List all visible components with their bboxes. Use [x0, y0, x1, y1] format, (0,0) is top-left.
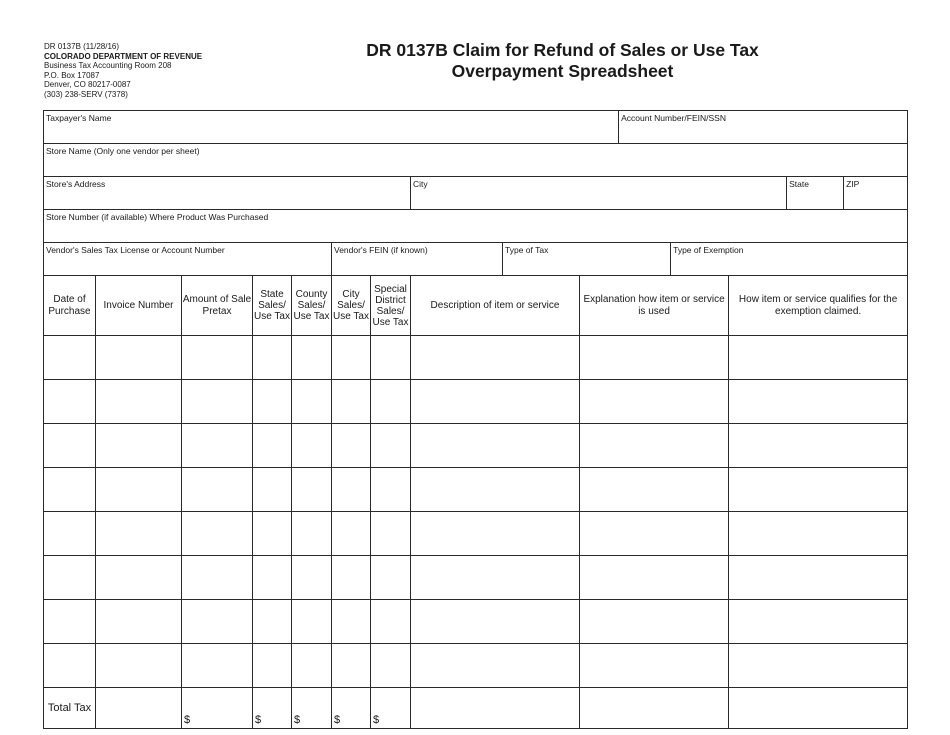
phone-number: (303) 238-SERV (7378)	[44, 89, 128, 99]
address-line-1: Business Tax Accounting Room 208	[44, 61, 172, 71]
qualification-cell[interactable]	[729, 512, 908, 556]
total-tax-label: Total Tax	[44, 688, 96, 729]
col-invoice-number: Invoice Number	[96, 276, 182, 336]
state-label: State	[789, 179, 809, 189]
entry-row	[44, 600, 908, 644]
description-cell[interactable]	[411, 600, 580, 644]
date-cell[interactable]	[44, 600, 96, 644]
amount-cell[interactable]	[182, 336, 253, 380]
date-cell[interactable]	[44, 380, 96, 424]
total-explanation-cell	[580, 688, 729, 729]
date-cell[interactable]	[44, 644, 96, 688]
explanation-cell[interactable]	[580, 556, 729, 600]
col-special-district-tax: Special District Sales/ Use Tax	[371, 276, 411, 336]
vendor-fein-field[interactable]	[332, 243, 503, 276]
state-tax-cell[interactable]	[253, 600, 292, 644]
description-cell[interactable]	[411, 556, 580, 600]
qualification-cell[interactable]	[729, 380, 908, 424]
entry-row	[44, 556, 908, 600]
invoice-cell[interactable]	[96, 600, 182, 644]
state-tax-cell[interactable]	[253, 424, 292, 468]
invoice-cell[interactable]	[96, 644, 182, 688]
taxpayer-row	[44, 111, 908, 144]
description-cell[interactable]	[411, 336, 580, 380]
description-cell[interactable]	[411, 380, 580, 424]
state-tax-cell[interactable]	[253, 336, 292, 380]
total-row	[44, 688, 908, 729]
city-tax-cell[interactable]	[332, 468, 371, 512]
city-field[interactable]	[411, 177, 787, 210]
col-date-of-purchase: Date of Purchase	[44, 276, 96, 336]
city-tax-cell[interactable]	[332, 424, 371, 468]
store-address-field[interactable]	[44, 177, 411, 210]
qualification-cell[interactable]	[729, 336, 908, 380]
date-cell[interactable]	[44, 336, 96, 380]
invoice-cell[interactable]	[96, 424, 182, 468]
currency-symbol: $	[334, 714, 341, 726]
vendor-license-label: Vendor's Sales Tax License or Account Number	[46, 245, 225, 255]
amount-cell[interactable]	[182, 556, 253, 600]
total-special-tax-cell[interactable]	[371, 688, 411, 729]
currency-symbol: $	[373, 714, 380, 726]
title-line-1: DR 0137B Claim for Refund of Sales or Use Tax	[366, 40, 759, 60]
amount-cell[interactable]	[182, 512, 253, 556]
col-city-tax: City Sales/ Use Tax	[332, 276, 371, 336]
col-state-tax: State Sales/ Use Tax	[253, 276, 292, 336]
zip-field[interactable]	[844, 177, 908, 210]
county-tax-cell[interactable]	[292, 424, 332, 468]
city-tax-cell[interactable]	[332, 556, 371, 600]
county-tax-cell[interactable]	[292, 556, 332, 600]
type-of-exemption-field[interactable]	[671, 243, 908, 276]
qualification-cell[interactable]	[729, 468, 908, 512]
invoice-cell[interactable]	[96, 512, 182, 556]
total-qualification-cell	[729, 688, 908, 729]
entry-row	[44, 644, 908, 688]
amount-cell[interactable]	[182, 468, 253, 512]
explanation-cell[interactable]	[580, 336, 729, 380]
column-header-row	[44, 276, 908, 336]
state-tax-cell[interactable]	[253, 556, 292, 600]
special-tax-cell[interactable]	[371, 556, 411, 600]
state-tax-cell[interactable]	[253, 512, 292, 556]
qualification-cell[interactable]	[729, 600, 908, 644]
entry-row	[44, 512, 908, 556]
department-name: COLORADO DEPARTMENT OF REVENUE	[44, 51, 203, 61]
invoice-cell[interactable]	[96, 380, 182, 424]
col-exemption-qualification: How item or service qualifies for the exemption claimed.	[729, 276, 908, 336]
col-description: Description of item or service	[411, 276, 580, 336]
store-name-label: Store Name (Only one vendor per sheet)	[46, 146, 200, 156]
explanation-cell[interactable]	[580, 424, 729, 468]
col-explanation: Explanation how item or service is used	[580, 276, 729, 336]
county-tax-cell[interactable]	[292, 644, 332, 688]
type-of-exemption-label: Type of Exemption	[673, 245, 744, 255]
county-tax-cell[interactable]	[292, 468, 332, 512]
data-rows	[44, 336, 908, 688]
date-cell[interactable]	[44, 424, 96, 468]
invoice-cell[interactable]	[96, 336, 182, 380]
date-cell[interactable]	[44, 512, 96, 556]
special-tax-cell[interactable]	[371, 644, 411, 688]
col-amount-pretax: Amount of Sale Pretax	[182, 276, 253, 336]
store-number-field[interactable]	[44, 210, 908, 243]
amount-cell[interactable]	[182, 424, 253, 468]
form-id: DR 0137B (11/28/16)	[44, 42, 120, 51]
type-of-tax-field[interactable]	[503, 243, 671, 276]
state-field[interactable]	[787, 177, 844, 210]
amount-cell[interactable]	[182, 380, 253, 424]
special-tax-cell[interactable]	[371, 512, 411, 556]
currency-symbol: $	[255, 714, 262, 726]
currency-symbol: $	[184, 714, 191, 726]
account-number-field[interactable]	[619, 111, 908, 144]
address-row	[44, 177, 908, 210]
total-county-tax-cell[interactable]	[292, 688, 332, 729]
store-number-label: Store Number (if available) Where Product Was Purchased	[46, 212, 269, 222]
explanation-cell[interactable]	[580, 512, 729, 556]
county-tax-cell[interactable]	[292, 336, 332, 380]
total-state-tax-cell[interactable]	[253, 688, 292, 729]
total-city-tax-cell[interactable]	[332, 688, 371, 729]
store-name-row	[44, 144, 908, 177]
date-cell[interactable]	[44, 468, 96, 512]
address-line-3: Denver, CO 80217-0087	[44, 80, 131, 90]
entry-row	[44, 424, 908, 468]
description-cell[interactable]	[411, 468, 580, 512]
qualification-cell[interactable]	[729, 644, 908, 688]
total-amount-cell[interactable]	[182, 688, 253, 729]
vendor-license-field[interactable]	[44, 243, 332, 276]
description-cell[interactable]	[411, 512, 580, 556]
state-tax-cell[interactable]	[253, 380, 292, 424]
vendor-fein-label: Vendor's FEIN (if known)	[334, 245, 428, 255]
special-tax-cell[interactable]	[371, 600, 411, 644]
vendor-row	[44, 243, 908, 276]
special-tax-cell[interactable]	[371, 380, 411, 424]
city-tax-cell[interactable]	[332, 512, 371, 556]
amount-cell[interactable]	[182, 644, 253, 688]
explanation-cell[interactable]	[580, 468, 729, 512]
city-tax-cell[interactable]	[332, 644, 371, 688]
county-tax-cell[interactable]	[292, 600, 332, 644]
title-line-2: Overpayment Spreadsheet	[451, 61, 674, 81]
date-cell[interactable]	[44, 556, 96, 600]
store-address-label: Store's Address	[46, 179, 106, 189]
zip-label: ZIP	[846, 179, 860, 189]
taxpayer-name-label: Taxpayer's Name	[46, 113, 112, 123]
page-title	[300, 40, 825, 82]
store-name-field[interactable]	[44, 144, 908, 177]
total-description-cell	[411, 688, 580, 729]
special-tax-cell[interactable]	[371, 468, 411, 512]
invoice-cell[interactable]	[96, 556, 182, 600]
entry-row	[44, 468, 908, 512]
explanation-cell[interactable]	[580, 644, 729, 688]
description-cell[interactable]	[411, 424, 580, 468]
refund-form-table	[43, 110, 908, 729]
explanation-cell[interactable]	[580, 600, 729, 644]
store-number-row	[44, 210, 908, 243]
qualification-cell[interactable]	[729, 556, 908, 600]
account-number-label: Account Number/FEIN/SSN	[621, 113, 726, 123]
explanation-cell[interactable]	[580, 380, 729, 424]
taxpayer-name-field[interactable]	[44, 111, 619, 144]
amount-cell[interactable]	[182, 600, 253, 644]
qualification-cell[interactable]	[729, 424, 908, 468]
state-tax-cell[interactable]	[253, 644, 292, 688]
county-tax-cell[interactable]	[292, 380, 332, 424]
currency-symbol: $	[294, 714, 301, 726]
entry-row	[44, 380, 908, 424]
form-header-info	[44, 42, 202, 100]
entry-row	[44, 336, 908, 380]
county-tax-cell[interactable]	[292, 512, 332, 556]
description-cell[interactable]	[411, 644, 580, 688]
special-tax-cell[interactable]	[371, 424, 411, 468]
state-tax-cell[interactable]	[253, 468, 292, 512]
type-of-tax-label: Type of Tax	[505, 245, 549, 255]
city-tax-cell[interactable]	[332, 336, 371, 380]
special-tax-cell[interactable]	[371, 336, 411, 380]
address-line-2: P.O. Box 17087	[44, 70, 100, 80]
total-invoice-cell	[96, 688, 182, 729]
city-tax-cell[interactable]	[332, 380, 371, 424]
city-label: City	[413, 179, 428, 189]
city-tax-cell[interactable]	[332, 600, 371, 644]
col-county-tax: County Sales/ Use Tax	[292, 276, 332, 336]
invoice-cell[interactable]	[96, 468, 182, 512]
